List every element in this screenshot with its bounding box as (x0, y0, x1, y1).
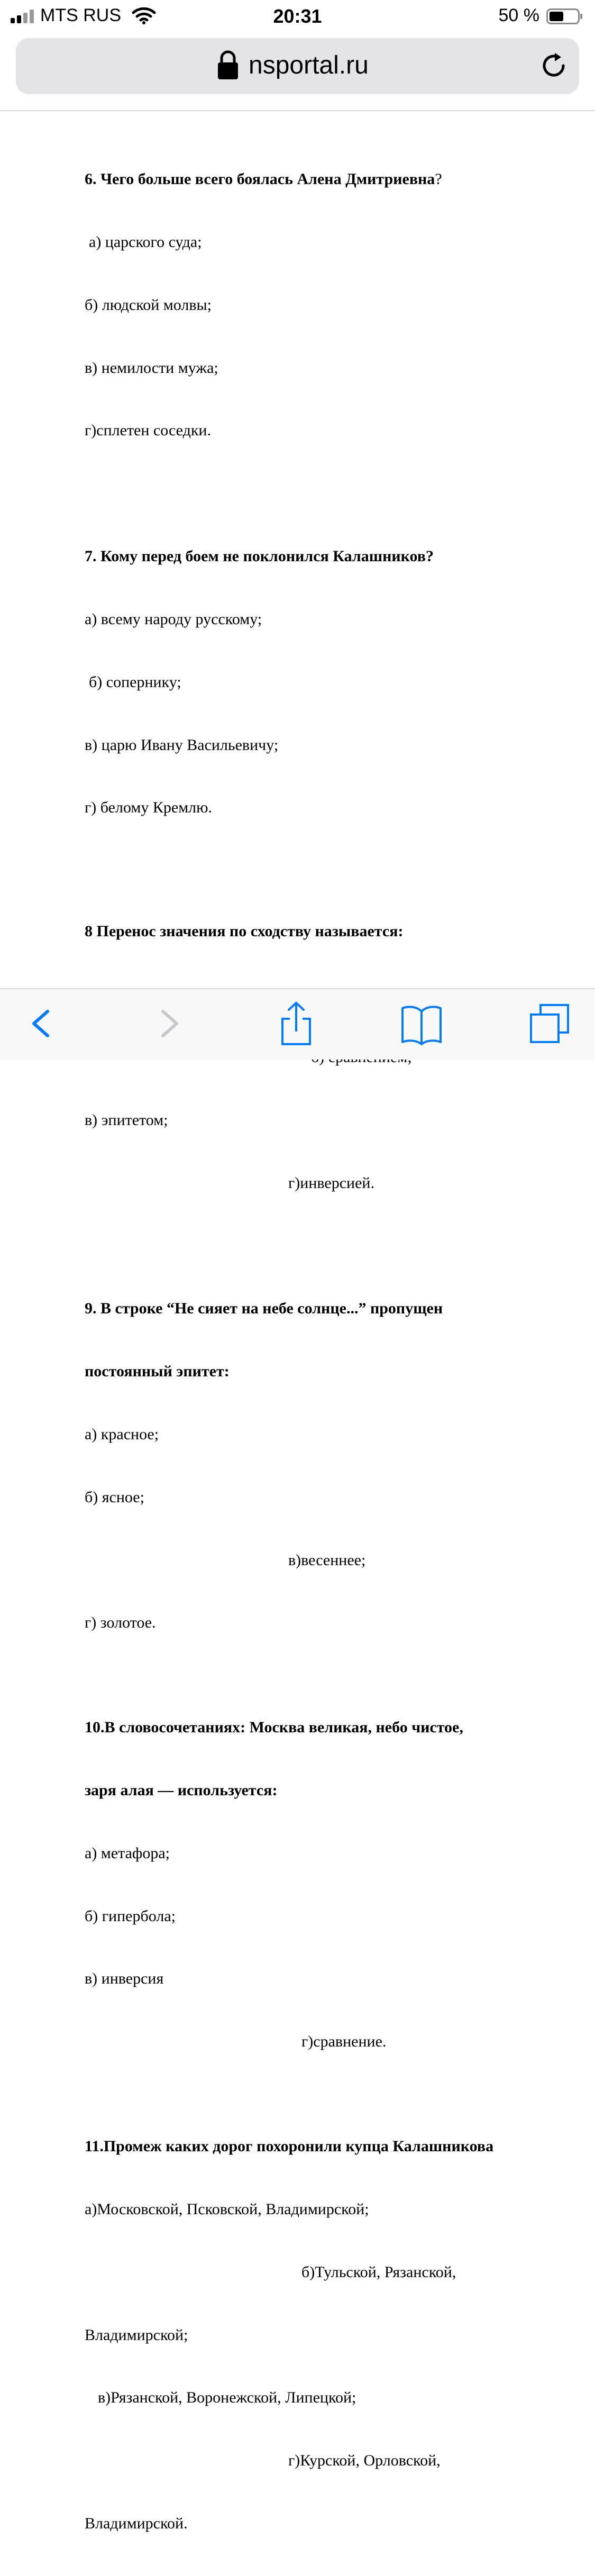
answer-option: в)Рязанской, Воронежской, Липецкой; (98, 2389, 356, 2407)
answer-option: г)инверсией. (288, 1174, 374, 1192)
answer-option: а) красное; (85, 1426, 159, 1444)
question-9 (85, 1256, 561, 1675)
answer-option: г)сплетен соседки. (85, 422, 211, 440)
answer-option: г)Курской, Орловской, (288, 2452, 441, 2470)
answer-option: в) царю Ивану Васильевичу; (85, 736, 279, 754)
tabs-icon[interactable] (529, 1001, 571, 1046)
document-content (85, 127, 561, 2576)
answer-option: г)сравнение. (301, 2033, 387, 2051)
question-title: 9. В строке “Не сияет на небе солнце...” пропущен (85, 1300, 443, 1318)
answer-option: а) царского суда; (89, 233, 202, 251)
lock-icon (216, 50, 240, 80)
answer-option: б)Тульской, Рязанской, (301, 2263, 456, 2281)
answer-option: в) инверсия (85, 1970, 164, 1988)
bottom-toolbar (0, 988, 595, 1059)
question-title: 8 Перенос значения по сходству называется: (85, 922, 404, 940)
question-7 (85, 504, 561, 860)
reload-icon[interactable] (538, 50, 570, 81)
question-title: 7. Кому перед боем не поклонился Калашников? (85, 547, 434, 565)
question-title: 6. Чего больше всего боялась Алена Дмитриевна? (85, 170, 442, 188)
answer-option: г) золотое. (85, 1614, 156, 1632)
answer-option: в) эпитетом; (85, 1111, 168, 1129)
answer-option: б) гипербола; (85, 1907, 176, 1925)
answer-option-continuation: Владимирской; (85, 2326, 188, 2344)
answer-option: в) немилости мужа; (85, 359, 218, 377)
forward-icon[interactable] (147, 1001, 189, 1046)
battery-percent: 50 % (498, 5, 539, 25)
question-title: 10.В словосочетаниях: Москва великая, небо чистое, (85, 1719, 463, 1737)
question-6 (85, 127, 561, 483)
answer-option: а)Московской, Псковской, Владимирской; (85, 2200, 369, 2218)
answer-option: б) ясное; (85, 1488, 144, 1506)
toolbar-divider (0, 110, 595, 111)
question-title: 11.Промеж каких дорог похоронили купца Калашникова (85, 2137, 494, 2155)
status-time: 20:31 (273, 5, 322, 27)
url-text[interactable]: nsportal.ru (249, 51, 369, 79)
share-icon[interactable] (275, 1001, 317, 1046)
answer-option: г) белому Кремлю. (85, 799, 213, 817)
carrier-name: MTS RUS (40, 5, 121, 25)
back-icon[interactable] (21, 1001, 63, 1046)
answer-option: б) сопернику; (89, 673, 181, 691)
status-bar (0, 0, 595, 33)
question-title-line2: заря алая — используется: (85, 1782, 278, 1799)
address-bar[interactable] (16, 38, 579, 94)
answer-option-continuation: Владимирской. (85, 2514, 188, 2532)
answer-option: а) метафора; (85, 1844, 170, 1862)
answer-option: б) людской молвы; (85, 296, 212, 314)
answer-option: в)весеннее; (288, 1551, 366, 1569)
battery-icon (546, 8, 583, 24)
question-10 (85, 1675, 561, 2094)
answer-option: а) всему народу русскому; (85, 610, 262, 628)
question-11 (85, 2094, 561, 2576)
question-title-line2: постоянный эпитет: (85, 1363, 230, 1381)
bookmarks-icon[interactable] (400, 1001, 443, 1046)
